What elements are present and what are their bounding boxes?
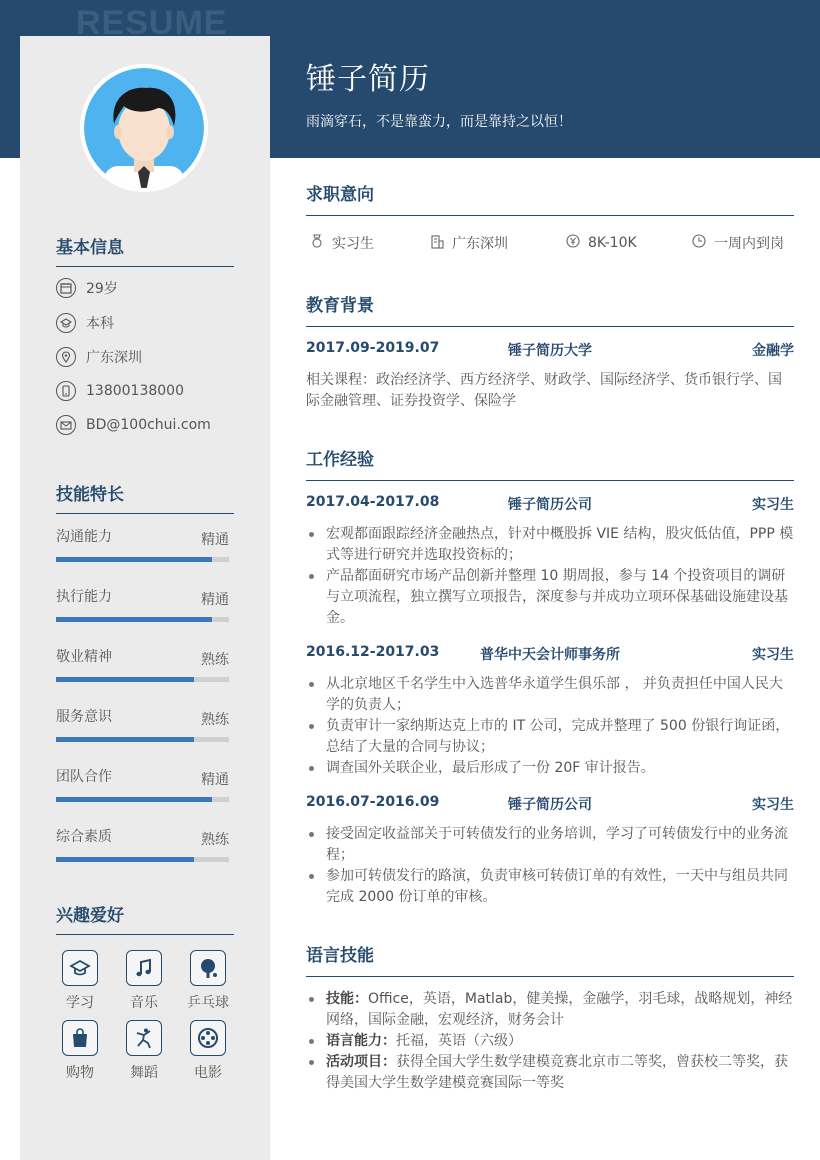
hobby-music-label: 音乐 — [130, 995, 158, 1011]
hobby-shopping-label: 购物 — [66, 1065, 94, 1081]
film-reel-icon — [190, 1020, 226, 1056]
skill-bar-fill — [56, 617, 212, 622]
work-entry-head — [306, 494, 794, 514]
hobby-ping-pong — [178, 950, 238, 1012]
info-location-text: 广东深圳 — [86, 350, 142, 366]
hobby-dance — [114, 1020, 174, 1082]
skill-name: 综合素质 — [56, 829, 112, 845]
skill-bar-fill — [56, 557, 212, 562]
item-label: 技能： — [326, 991, 368, 1007]
item-text: 托福，英语（六级） — [396, 1033, 522, 1049]
skill-bar — [56, 857, 229, 862]
skill-bar — [56, 797, 229, 802]
list-item: 从北京地区千名学生中入选普华永道学生俱乐部 ， 并负责担任中国人民大学的负责人； — [306, 674, 794, 716]
resume-motto: 雨滴穿石，不是靠蛮力，而是靠持之以恒！ — [306, 114, 572, 130]
entry-date: 2016.12-2017.03 — [306, 644, 440, 660]
entry-org: 锤子简历公司 — [508, 797, 592, 813]
list-item: 接受固定收益部关于可转债发行的业务培训，学习了可转债发行中的业务流程； — [306, 824, 794, 866]
work-entry-head — [306, 644, 794, 664]
skill-bar-fill — [56, 737, 194, 742]
skill-item — [56, 526, 229, 562]
list-item: 宏观都面跟踪经济金融热点，针对中概股拆 VIE 结构，股灾低估值，PPP 模式等进行研究并选取投资标的； — [306, 524, 794, 566]
hobby-film-label: 电影 — [194, 1065, 222, 1081]
entry-org: 锤子简历公司 — [508, 497, 592, 513]
intent-position-text: 实习生 — [332, 236, 374, 252]
skill-bar — [56, 617, 229, 622]
entry-date: 2017.04-2017.08 — [306, 494, 440, 510]
skill-row — [56, 646, 229, 669]
work-entry-bullets — [306, 524, 794, 629]
education-title: 教育背景 — [306, 291, 794, 327]
skill-bar — [56, 737, 229, 742]
skill-level: 精通 — [201, 592, 229, 608]
skill-level: 熟练 — [201, 832, 229, 848]
skills-title: 技能特长 — [56, 480, 234, 514]
clock-icon — [692, 233, 706, 253]
item-label: 语言能力： — [326, 1033, 396, 1049]
list-item: 产品都面研究市场产品创新并整理 10 期周报，参与 14 个投资项目的调研与立项流程，独立撰写立项报告，深度参与并成功立项环保基础设施建设基金。 — [306, 566, 794, 629]
hobby-study-label: 学习 — [66, 995, 94, 1011]
intent-salary-text: 8K-10K — [588, 235, 637, 251]
list-item — [306, 1031, 794, 1052]
list-item — [306, 989, 794, 1031]
skill-row — [56, 706, 229, 729]
skill-row — [56, 826, 229, 849]
hobby-ping-pong-label: 乒乓球 — [187, 995, 229, 1011]
info-email-text[interactable]: BD@100chui.com — [86, 417, 211, 433]
skill-bar — [56, 677, 229, 682]
intent-arrival — [692, 233, 784, 253]
list-item: 参加可转债发行的路演，负责审核可转债订单的有效性，一天中与组员共同完成 2000 份订单的审核。 — [306, 866, 794, 908]
info-degree — [56, 312, 114, 334]
info-email — [56, 414, 211, 436]
shopping-bag-icon — [62, 1020, 98, 1056]
building-icon — [430, 233, 444, 253]
info-degree-text: 本科 — [86, 316, 114, 332]
list-item: 负责审计一家纳斯达克上市的 IT 公司，完成并整理了 500 份银行询证函，总结了大量的合同与协议； — [306, 716, 794, 758]
list-item — [306, 1052, 794, 1094]
sidebar — [20, 36, 270, 1160]
hobby-study — [50, 950, 110, 1012]
info-phone-text: 13800138000 — [86, 383, 184, 399]
list-item: 调查国外关联企业，最后形成了一份 20F 审计报告。 — [306, 758, 794, 779]
skill-bar-fill — [56, 857, 194, 862]
intent-title: 求职意向 — [306, 180, 794, 216]
skill-item — [56, 826, 229, 862]
work-entry-bullets — [306, 674, 794, 779]
education-entry-head — [306, 340, 794, 360]
skill-bar-fill — [56, 677, 194, 682]
skill-name: 团队合作 — [56, 769, 112, 785]
resume-watermark: RESUME — [76, 8, 228, 36]
mail-icon — [56, 415, 76, 435]
hobbies-title: 兴趣爱好 — [56, 901, 234, 935]
intent-city-text: 广东深圳 — [452, 236, 508, 252]
yen-icon — [566, 233, 580, 253]
skill-bar-fill — [56, 797, 212, 802]
skill-level: 精通 — [201, 532, 229, 548]
graduation-cap-icon — [56, 313, 76, 333]
entry-org: 普华中天会计师事务所 — [480, 647, 620, 663]
entry-role: 金融学 — [752, 343, 794, 359]
entry-date: 2016.07-2016.09 — [306, 794, 440, 810]
calendar-icon — [56, 278, 76, 298]
skill-item — [56, 706, 229, 742]
intent-arrival-text: 一周内到岗 — [714, 236, 784, 252]
skill-bar — [56, 557, 229, 562]
skill-name: 执行能力 — [56, 589, 112, 605]
music-icon — [126, 950, 162, 986]
education-courses: 相关课程：政治经济学、西方经济学、财政学、国际经济学、货币银行学、国际金融管理、证券投资学、保险学 — [306, 372, 782, 409]
entry-date: 2017.09-2019.07 — [306, 340, 440, 356]
avatar — [80, 64, 208, 192]
hobby-film — [178, 1020, 238, 1082]
skill-row — [56, 766, 229, 789]
intent-salary — [566, 233, 637, 253]
skill-item — [56, 646, 229, 682]
entry-role: 实习生 — [752, 647, 794, 663]
skill-level: 熟练 — [201, 712, 229, 728]
item-text: 获得全国大学生数学建模竞赛北京市二等奖，曾获校二等奖，获得美国大学生数学建模竞赛国际一等奖 — [326, 1054, 788, 1091]
hobby-music — [114, 950, 174, 1012]
skill-level: 熟练 — [201, 652, 229, 668]
item-text: Office，英语，Matlab，健美操，金融学，羽毛球，战略规划，神经网络，国际金融，宏观经济，财务会计 — [326, 991, 793, 1028]
phone-icon — [56, 381, 76, 401]
dance-icon — [126, 1020, 162, 1056]
skill-item — [56, 586, 229, 622]
skill-level: 精通 — [201, 772, 229, 788]
job-icon — [310, 233, 324, 253]
entry-role: 实习生 — [752, 497, 794, 513]
skill-row — [56, 526, 229, 549]
skill-name: 服务意识 — [56, 709, 112, 725]
entry-role: 实习生 — [752, 797, 794, 813]
intent-position — [310, 233, 374, 253]
skill-name: 敬业精神 — [56, 649, 112, 665]
language-list — [306, 989, 794, 1094]
work-title: 工作经验 — [306, 445, 794, 481]
study-icon — [62, 950, 98, 986]
skill-name: 沟通能力 — [56, 529, 112, 545]
info-phone — [56, 380, 184, 402]
location-pin-icon — [56, 347, 76, 367]
work-entry-head — [306, 794, 794, 814]
hobby-shopping — [50, 1020, 110, 1082]
language-title: 语言技能 — [306, 941, 794, 977]
resume-name: 锤子简历 — [306, 62, 430, 97]
ping-pong-icon — [190, 950, 226, 986]
item-label: 活动项目： — [326, 1054, 396, 1070]
hobby-dance-label: 舞蹈 — [130, 1065, 158, 1081]
intent-city — [430, 233, 508, 253]
skill-item — [56, 766, 229, 802]
entry-org: 锤子简历大学 — [508, 343, 592, 359]
info-age-text: 29岁 — [86, 281, 118, 297]
info-age — [56, 277, 118, 299]
skill-row — [56, 586, 229, 609]
work-entry-bullets — [306, 824, 794, 908]
info-location — [56, 346, 142, 368]
basic-info-title: 基本信息 — [56, 233, 234, 267]
